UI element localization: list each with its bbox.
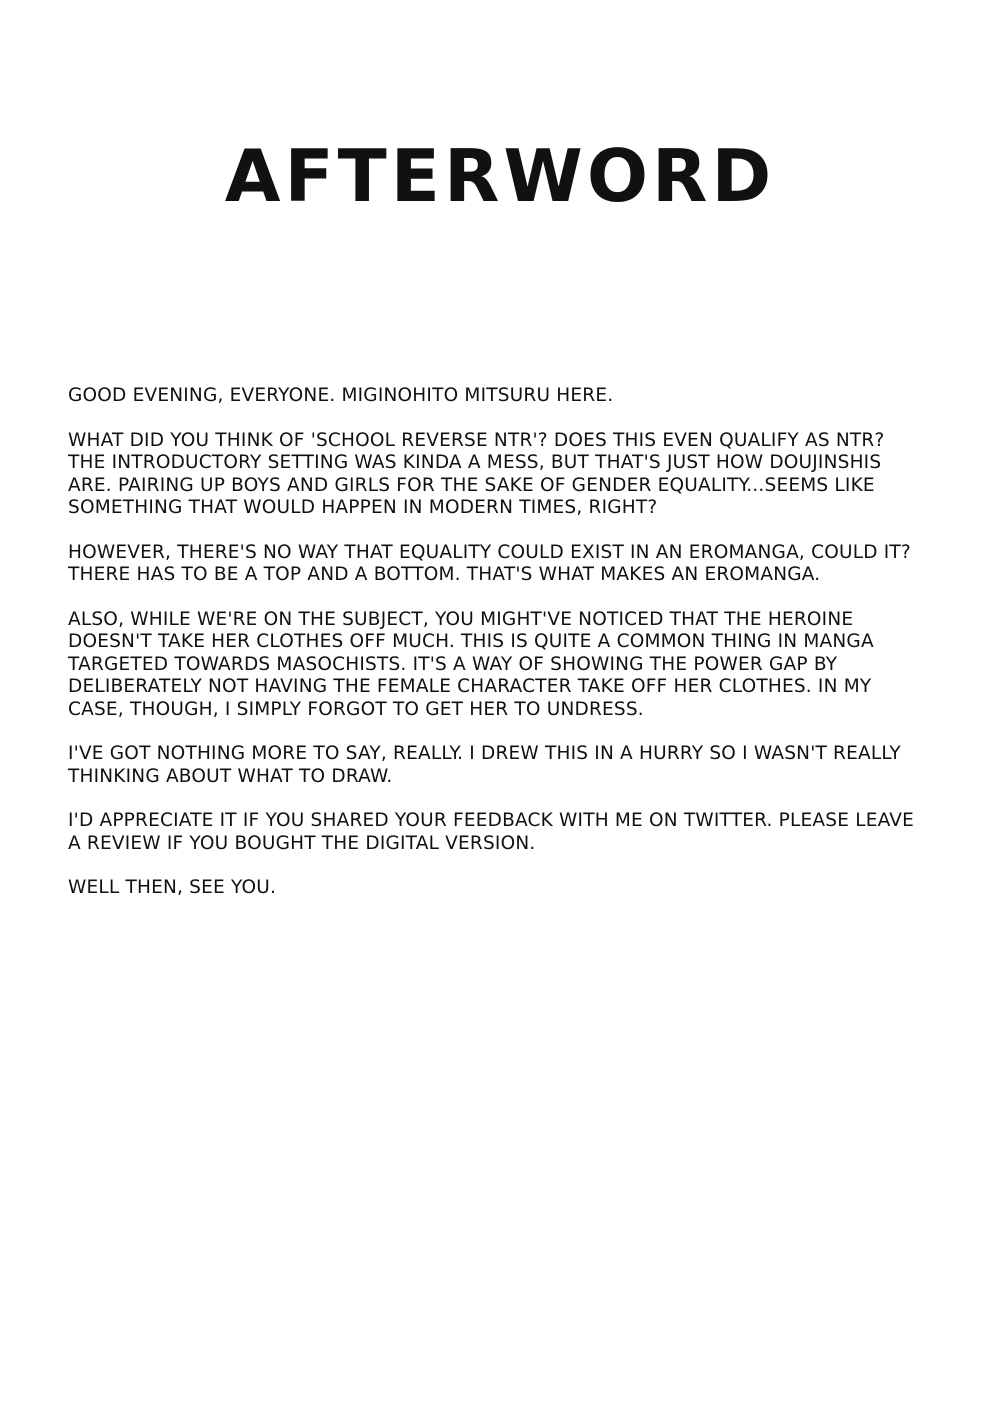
paragraph-clothes: ALSO, WHILE WE'RE ON THE SUBJECT, YOU MIGHT'VE NOTICED THAT THE HEROINE DOESN'T TAKE HER CLOTHES OFF MUCH. THIS IS QUITE A COMMON THING IN MANGA TARGETED TOWARDS MASOCHISTS. IT'S A WAY OF SHOWING THE POWER GAP BY DELIBERATELY NOT HAVING THE FEMALE CHARACTER TAKE OFF HER CLOTHES. IN MY CASE, THOUGH, I SIMPLY FORGOT TO GET HER TO UNDRESS. <box>68 608 874 720</box>
paragraph-ntr: WHAT DID YOU THINK OF 'SCHOOL REVERSE NTR'? DOES THIS EVEN QUALIFY AS NTR? THE INTRODUCTORY SETTING WAS KINDA A MESS, BUT THAT'S JUST HOW DOUJINSHIS ARE. PAIRING UP BOYS AND GIRLS FOR THE SAKE OF GENDER EQUALITY...SEEMS LIKE SOMETHING THAT WOULD HAPPEN IN MODERN TIMES, RIGHT? <box>68 429 885 518</box>
paragraph-equality: HOWEVER, THERE'S NO WAY THAT EQUALITY COULD EXIST IN AN EROMANGA, COULD IT? THERE HAS TO BE A TOP AND A BOTTOM. THAT'S WHAT MAKES AN EROMANGA. <box>68 541 911 585</box>
paragraph-nothing-more: I'VE GOT NOTHING MORE TO SAY, REALLY. I DREW THIS IN A HURRY SO I WASN'T REALLY THINKING ABOUT WHAT TO DRAW. <box>68 743 901 787</box>
afterword-body <box>68 385 928 922</box>
paragraph-farewell: WELL THEN, SEE YOU. <box>68 877 277 898</box>
paragraph-greeting: GOOD EVENING, EVERYONE. MIGINOHITO MITSURU HERE. <box>68 385 614 406</box>
paragraph-feedback: I'D APPRECIATE IT IF YOU SHARED YOUR FEEDBACK WITH ME ON TWITTER. PLEASE LEAVE A REVIEW IF YOU BOUGHT THE DIGITAL VERSION. <box>68 810 915 854</box>
page-title: AFTERWORD <box>224 134 776 218</box>
